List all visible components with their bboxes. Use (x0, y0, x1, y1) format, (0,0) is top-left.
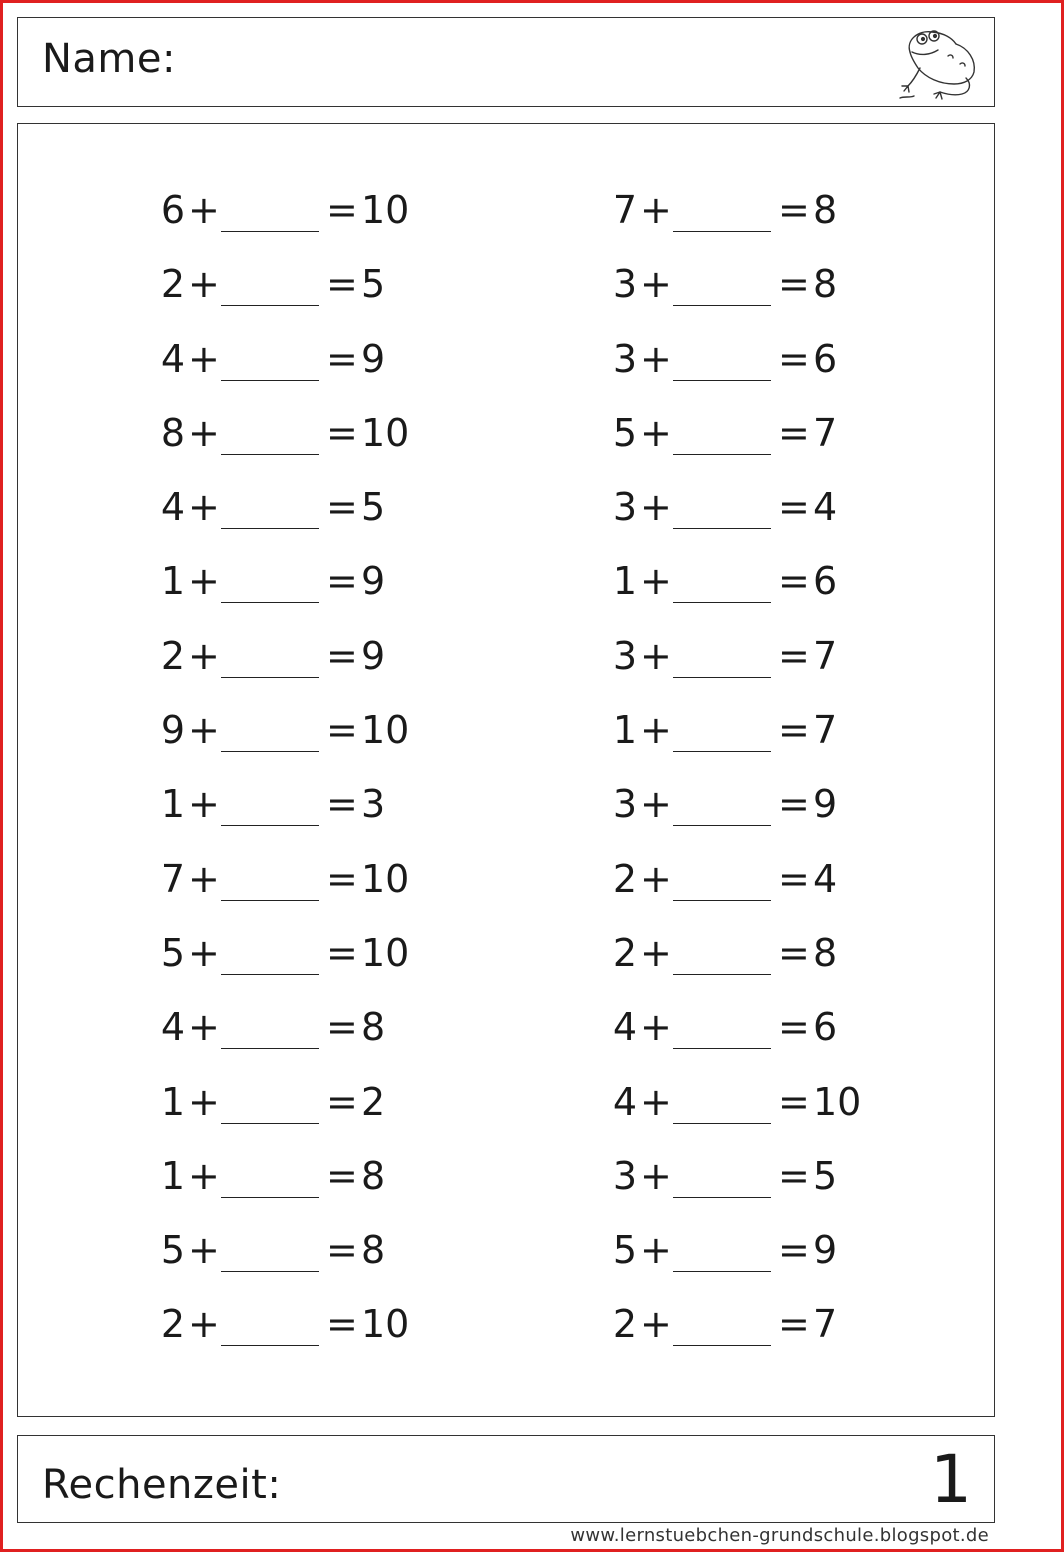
sum-result: 10 (813, 1079, 862, 1124)
equation-row (610, 336, 910, 413)
answer-blank[interactable] (673, 528, 771, 529)
answer-blank[interactable] (221, 380, 319, 381)
source-url: www.lernstuebchen-grundschule.blogspot.de (570, 1525, 989, 1546)
plus-sign: + (640, 336, 672, 381)
addend: 4 (612, 1005, 638, 1050)
equation-row (158, 264, 458, 338)
answer-blank[interactable] (673, 1197, 771, 1198)
addend: 3 (612, 336, 638, 381)
equation-row (158, 410, 458, 487)
equals-sign: = (326, 559, 358, 604)
addend: 5 (160, 930, 186, 975)
equals-sign: = (778, 1228, 810, 1273)
sum-result: 6 (813, 559, 838, 604)
equation-row (610, 1079, 910, 1156)
addend: 7 (612, 188, 638, 232)
answer-blank[interactable] (673, 602, 771, 603)
addend: 2 (612, 930, 638, 975)
answer-blank[interactable] (673, 974, 771, 975)
answer-blank[interactable] (221, 1123, 319, 1124)
plus-sign: + (640, 782, 672, 827)
equation-row (610, 1153, 910, 1230)
sum-result: 6 (813, 1005, 838, 1050)
sum-result: 8 (813, 188, 838, 232)
plus-sign: + (640, 1302, 672, 1347)
plus-sign: + (640, 1079, 672, 1124)
addend: 8 (160, 410, 186, 455)
time-label: Rechenzeit: (42, 1462, 282, 1508)
equals-sign: = (326, 708, 358, 753)
equals-sign: = (326, 410, 358, 455)
task-column-right (610, 190, 910, 1379)
equals-sign: = (326, 485, 358, 530)
addend: 9 (160, 708, 186, 753)
equals-sign: = (326, 782, 358, 827)
equation-row (158, 1007, 458, 1081)
equals-sign: = (778, 188, 810, 232)
answer-blank[interactable] (673, 1345, 771, 1346)
addend: 4 (612, 1079, 638, 1124)
equals-sign: = (326, 930, 358, 975)
plus-sign: + (640, 1153, 672, 1198)
equals-sign: = (326, 336, 358, 381)
sum-result: 10 (361, 856, 410, 901)
name-label: Name: (42, 36, 176, 82)
plus-sign: + (640, 410, 672, 455)
answer-blank[interactable] (673, 305, 771, 306)
equation-row (158, 487, 458, 561)
sum-result: 8 (813, 930, 838, 975)
addend: 2 (160, 262, 186, 307)
sum-result: 10 (361, 410, 410, 455)
plus-sign: + (188, 485, 220, 530)
answer-blank[interactable] (221, 677, 319, 678)
equals-sign: = (326, 856, 358, 901)
sum-result: 10 (361, 708, 410, 753)
equation-row (610, 410, 910, 487)
sum-result: 9 (813, 782, 838, 827)
answer-blank[interactable] (221, 825, 319, 826)
sum-result: 10 (361, 930, 410, 975)
plus-sign: + (640, 856, 672, 901)
plus-sign: + (188, 188, 220, 232)
addend: 7 (160, 856, 186, 901)
plus-sign: + (188, 1005, 220, 1050)
plus-sign: + (640, 188, 672, 232)
sum-result: 7 (813, 708, 838, 753)
sum-result: 10 (361, 1302, 410, 1347)
equation-row (158, 1153, 458, 1230)
equals-sign: = (326, 1302, 358, 1347)
addend: 2 (612, 1302, 638, 1347)
addend: 3 (612, 633, 638, 678)
name-field-box[interactable] (17, 17, 995, 107)
sum-result: 5 (813, 1153, 838, 1198)
plus-sign: + (640, 930, 672, 975)
equals-sign: = (778, 1153, 810, 1198)
answer-blank[interactable] (221, 900, 319, 901)
plus-sign: + (188, 559, 220, 604)
sum-result: 9 (813, 1228, 838, 1273)
answer-blank[interactable] (221, 1345, 319, 1346)
sum-result: 8 (361, 1153, 386, 1198)
answer-blank[interactable] (221, 974, 319, 975)
equation-row (610, 1230, 910, 1304)
answer-blank[interactable] (673, 454, 771, 455)
equation-row (158, 336, 458, 413)
answer-blank[interactable] (673, 1048, 771, 1049)
sum-result: 3 (361, 782, 386, 827)
equation-row (158, 930, 458, 1007)
addend: 3 (612, 782, 638, 827)
plus-sign: + (640, 1005, 672, 1050)
equation-row (610, 190, 910, 264)
addend: 1 (160, 559, 186, 604)
plus-sign: + (640, 633, 672, 678)
sum-result: 8 (361, 1005, 386, 1050)
equation-row (610, 710, 910, 784)
answer-blank[interactable] (221, 231, 319, 232)
sum-result: 7 (813, 410, 838, 455)
equals-sign: = (778, 262, 810, 307)
answer-blank[interactable] (221, 751, 319, 752)
sum-result: 6 (813, 336, 838, 381)
equation-row (610, 856, 910, 933)
equation-row (158, 856, 458, 933)
plus-sign: + (188, 262, 220, 307)
plus-sign: + (188, 1228, 220, 1273)
equals-sign: = (326, 188, 358, 232)
addend: 1 (160, 1153, 186, 1198)
equals-sign: = (778, 708, 810, 753)
equals-sign: = (326, 1005, 358, 1050)
equals-sign: = (778, 559, 810, 604)
plus-sign: + (188, 782, 220, 827)
plus-sign: + (640, 485, 672, 530)
equation-row (158, 190, 458, 264)
plus-sign: + (640, 559, 672, 604)
equation-row (610, 784, 910, 858)
sum-result: 9 (361, 559, 386, 604)
equals-sign: = (778, 485, 810, 530)
addend: 3 (612, 485, 638, 530)
equation-row (610, 930, 910, 1007)
sum-result: 10 (361, 188, 410, 232)
sum-result: 9 (361, 633, 386, 678)
answer-blank[interactable] (673, 1271, 771, 1272)
plus-sign: + (640, 262, 672, 307)
equals-sign: = (778, 856, 810, 901)
frog-icon (896, 22, 982, 102)
sheet-number: 1 (930, 1441, 972, 1518)
plus-sign: + (188, 633, 220, 678)
addend: 3 (612, 1153, 638, 1198)
plus-sign: + (640, 708, 672, 753)
equals-sign: = (326, 633, 358, 678)
addend: 2 (160, 633, 186, 678)
equation-row (610, 487, 910, 561)
addend: 5 (160, 1228, 186, 1273)
sum-result: 7 (813, 1302, 838, 1347)
equals-sign: = (326, 1228, 358, 1273)
equals-sign: = (778, 633, 810, 678)
answer-blank[interactable] (221, 454, 319, 455)
equals-sign: = (326, 1153, 358, 1198)
answer-blank[interactable] (673, 380, 771, 381)
answer-blank[interactable] (673, 1123, 771, 1124)
plus-sign: + (188, 856, 220, 901)
task-column-left (158, 190, 458, 1379)
equation-row (158, 784, 458, 858)
sum-result: 7 (813, 633, 838, 678)
answer-blank[interactable] (221, 1271, 319, 1272)
equals-sign: = (778, 1302, 810, 1347)
sum-result: 5 (361, 485, 386, 530)
addend: 4 (160, 1005, 186, 1050)
equals-sign: = (778, 336, 810, 381)
answer-blank[interactable] (673, 677, 771, 678)
equation-row (158, 1079, 458, 1156)
addend: 4 (160, 336, 186, 381)
answer-blank[interactable] (673, 900, 771, 901)
equals-sign: = (326, 1079, 358, 1124)
equation-row (158, 633, 458, 710)
addend: 1 (160, 1079, 186, 1124)
answer-blank[interactable] (673, 825, 771, 826)
sum-result: 5 (361, 262, 386, 307)
equals-sign: = (778, 930, 810, 975)
addend: 5 (612, 1228, 638, 1273)
addend: 1 (612, 708, 638, 753)
plus-sign: + (188, 708, 220, 753)
plus-sign: + (188, 1079, 220, 1124)
plus-sign: + (188, 930, 220, 975)
answer-blank[interactable] (221, 602, 319, 603)
addend: 1 (160, 782, 186, 827)
answer-blank[interactable] (221, 528, 319, 529)
equation-row (158, 710, 458, 784)
addend: 6 (160, 188, 186, 232)
equals-sign: = (778, 410, 810, 455)
addend: 4 (160, 485, 186, 530)
addend: 3 (612, 262, 638, 307)
sum-result: 8 (813, 262, 838, 307)
equation-row (610, 1007, 910, 1081)
sum-result: 2 (361, 1079, 386, 1124)
sum-result: 4 (813, 856, 838, 901)
plus-sign: + (188, 1302, 220, 1347)
plus-sign: + (188, 1153, 220, 1198)
sum-result: 4 (813, 485, 838, 530)
addend: 2 (612, 856, 638, 901)
equation-row (610, 633, 910, 710)
plus-sign: + (188, 336, 220, 381)
equals-sign: = (778, 782, 810, 827)
plus-sign: + (640, 1228, 672, 1273)
sum-result: 9 (361, 336, 386, 381)
tasks-box (17, 123, 995, 1417)
equation-row (158, 1230, 458, 1304)
addend: 2 (160, 1302, 186, 1347)
equation-row (610, 1304, 910, 1378)
equation-row (158, 561, 458, 635)
equals-sign: = (778, 1079, 810, 1124)
answer-blank[interactable] (221, 1197, 319, 1198)
plus-sign: + (188, 410, 220, 455)
equation-row (158, 1304, 458, 1378)
equals-sign: = (326, 262, 358, 307)
sum-result: 8 (361, 1228, 386, 1273)
addend: 5 (612, 410, 638, 455)
answer-blank[interactable] (221, 1048, 319, 1049)
answer-blank[interactable] (673, 231, 771, 232)
equation-row (610, 264, 910, 338)
equals-sign: = (778, 1005, 810, 1050)
answer-blank[interactable] (673, 751, 771, 752)
answer-blank[interactable] (221, 305, 319, 306)
equation-row (610, 561, 910, 635)
addend: 1 (612, 559, 638, 604)
time-field-box[interactable] (17, 1435, 995, 1523)
